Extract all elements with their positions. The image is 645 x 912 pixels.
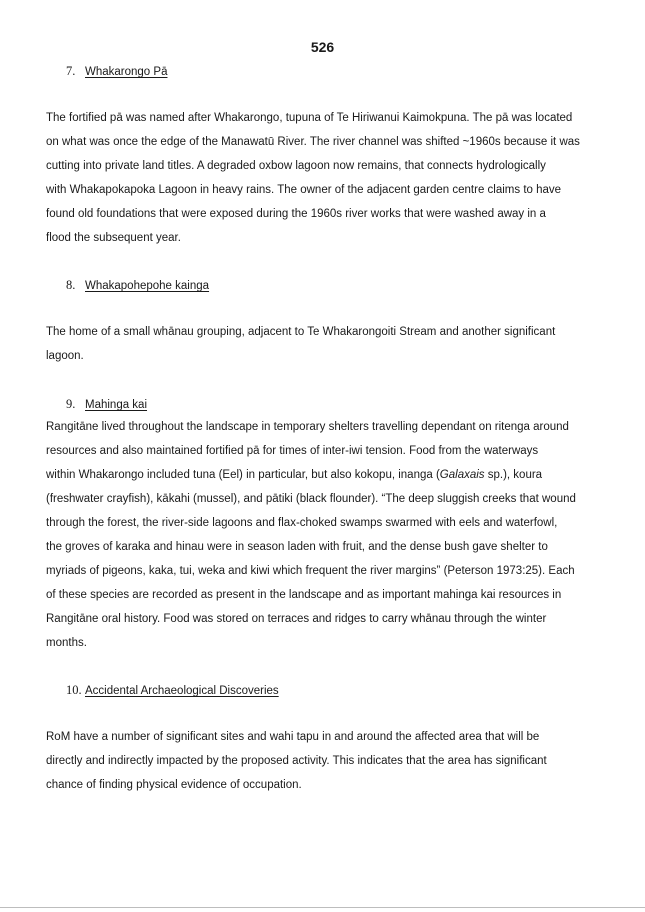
paragraph-line: The fortified pā was named after Whakarongo, tupuna of Te Hiriwanui Kaimokpuna. The pā was located: [46, 112, 573, 124]
section-title: Mahinga kai: [85, 399, 148, 411]
paragraph-line: chance of finding physical evidence of occupation.: [46, 779, 302, 791]
paragraph-line: on what was once the edge of the Manawatū River. The river channel was shifted ~1960s because it was: [46, 136, 580, 148]
section-number: 10.: [66, 683, 82, 697]
paragraph-line: flood the subsequent year.: [46, 232, 181, 244]
section-heading-8: [66, 277, 209, 294]
section-heading-7: [66, 63, 167, 80]
section-number: 7.: [66, 64, 76, 78]
paragraph-line: (freshwater crayfish), kākahi (mussel), and pātiki (black flounder). “The deep sluggish creeks that wound: [46, 493, 576, 505]
section-9-paragraph: [46, 415, 576, 655]
paragraph-line: myriads of pigeons, kaka, tui, weka and kiwi which frequent the river margins” (Peterson 1973:25). Each: [46, 565, 575, 577]
paragraph-line: lagoon.: [46, 350, 84, 362]
section-number: 9.: [66, 397, 76, 411]
section-10-paragraph: [46, 725, 547, 797]
paragraph-line: months.: [46, 637, 87, 649]
paragraph-line: cutting into private land titles. A degraded oxbow lagoon now remains, that connects hydrologically: [46, 160, 546, 172]
section-title: Whakarongo Pā: [85, 66, 168, 78]
paragraph-line: Rangitāne lived throughout the landscape in temporary shelters travelling dependant on ritenga around: [46, 421, 569, 433]
page-bottom-divider: [0, 907, 645, 908]
paragraph-line: with Whakapokapoka Lagoon in heavy rains. The owner of the adjacent garden centre claims to have: [46, 184, 562, 196]
paragraph-line: found old foundations that were exposed during the 1960s river works that were washed away in a: [46, 208, 546, 220]
paragraph-line: the groves of karaka and hinau were in season laden with fruit, and the dense bush gave shelter to: [46, 541, 548, 553]
line-text: sp.), koura: [484, 469, 543, 481]
species-name-italic: Galaxais: [439, 469, 485, 481]
paragraph-line: The home of a small whānau grouping, adjacent to Te Whakarongoiti Stream and another significant: [46, 326, 556, 338]
section-7-paragraph: [46, 106, 580, 250]
paragraph-line: of these species are recorded as present in the landscape and as important mahinga kai resources in: [46, 589, 562, 601]
section-heading-9: [66, 396, 147, 413]
section-heading-10: [66, 682, 279, 699]
page-number: 526: [310, 39, 335, 55]
paragraph-line: Rangitāne oral history. Food was stored on terraces and ridges to carry whānau through the winter: [46, 613, 547, 625]
section-title: Whakapohepohe kainga: [85, 280, 210, 292]
paragraph-line-mixed: [46, 463, 576, 487]
paragraph-line: through the forest, the river-side lagoons and flax-choked swamps swarmed with eels and waterfowl,: [46, 517, 558, 529]
section-title: Accidental Archaeological Discoveries: [85, 685, 279, 697]
paragraph-line: directly and indirectly impacted by the proposed activity. This indicates that the area has significant: [46, 755, 547, 767]
paragraph-line: resources and also maintained fortified pā for times of inter-iwi tension. Food from the waterways: [46, 445, 539, 457]
line-text: within Whakarongo included tuna (Eel) in particular, but also kokopu, inanga (: [46, 469, 440, 481]
section-8-paragraph: [46, 320, 555, 368]
paragraph-line: RoM have a number of significant sites and wahi tapu in and around the affected area that will be: [46, 731, 540, 743]
section-number: 8.: [66, 278, 76, 292]
